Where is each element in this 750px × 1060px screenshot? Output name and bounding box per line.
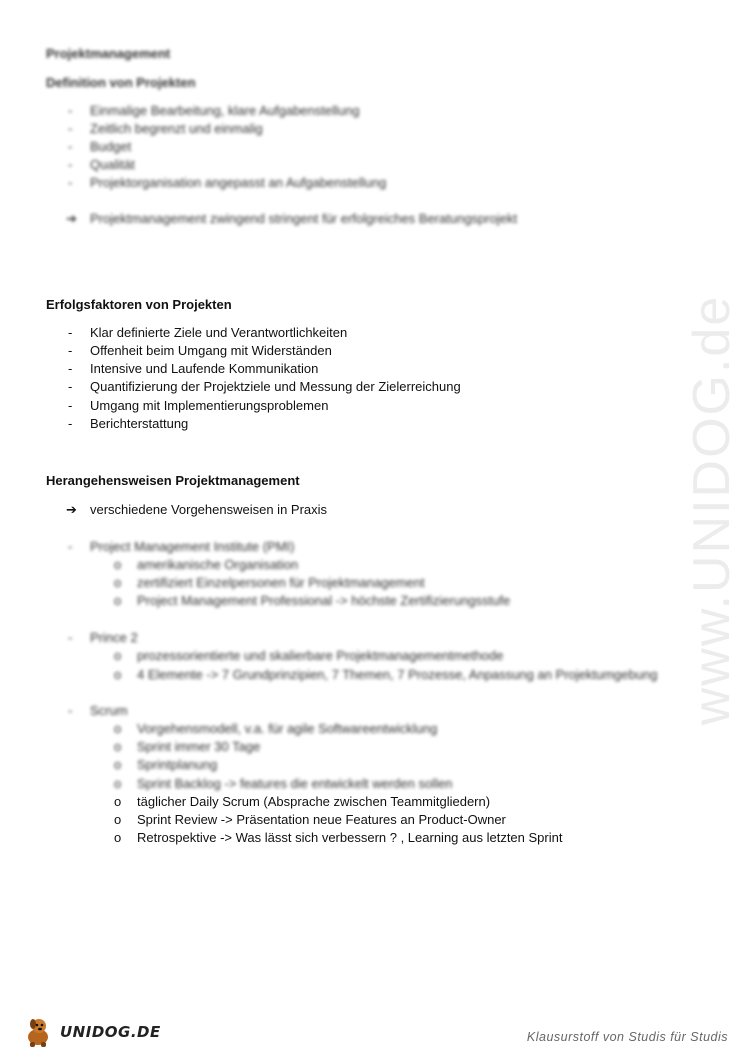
dash-bullet: - [68, 121, 73, 136]
circle-bullet: o [114, 757, 122, 772]
group-label: Prince 2 [90, 630, 138, 645]
sub-item: Sprint immer 30 Tage [137, 739, 261, 754]
circle-bullet: o [114, 830, 122, 845]
list-item: Intensive und Laufende Kommunikation [90, 361, 319, 376]
circle-bullet: o [114, 575, 122, 590]
unidog-logo [22, 1014, 161, 1050]
group-label: Project Management Institute (PMI) [90, 539, 295, 554]
list-item: Einmalige Bearbeitung, klare Aufgabenstellung [90, 103, 360, 118]
dash-bullet: - [68, 398, 73, 413]
dog-icon [22, 1015, 56, 1049]
circle-bullet: o [114, 776, 122, 791]
arrow-icon: ➔ [66, 502, 77, 517]
circle-bullet: o [114, 648, 122, 663]
dash-bullet: - [68, 416, 73, 431]
dash-bullet: - [68, 343, 73, 358]
list-item: Qualität [90, 157, 135, 172]
footer-tagline: Klausurstoff von Studis für Studis [526, 1030, 728, 1044]
dash-bullet: - [68, 630, 73, 645]
circle-bullet: o [114, 812, 122, 827]
list-item: Berichterstattung [90, 416, 189, 431]
watermark: www.UNIDOG.de [683, 294, 741, 726]
sub-item: amerikanische Organisation [137, 557, 299, 572]
list-item: Zeitlich begrenzt und einmalig [90, 121, 263, 136]
circle-bullet: o [114, 721, 122, 736]
dash-bullet: - [68, 361, 73, 376]
sub-item: Project Management Professional -> höchste Zertifizierungsstufe [137, 593, 511, 608]
circle-bullet: o [114, 667, 122, 682]
sub-item: täglicher Daily Scrum (Absprache zwischen Teammitgliedern) [137, 794, 491, 809]
sub-item: Vorgehensmodell, v.a. für agile Softwareentwicklung [137, 721, 438, 736]
dash-bullet: - [68, 539, 73, 554]
circle-bullet: o [114, 593, 122, 608]
dash-bullet: - [68, 703, 73, 718]
section-title: Erfolgsfaktoren von Projekten [46, 297, 232, 312]
circle-bullet: o [114, 739, 122, 754]
sub-item: 4 Elemente -> 7 Grundprinzipien, 7 Themen, 7 Prozesse, Anpassung an Projektumgebung [137, 667, 658, 682]
dash-bullet: - [68, 157, 73, 172]
arrow-item: Projektmanagement zwingend stringent für erfolgreiches Beratungsprojekt [90, 211, 518, 226]
circle-bullet: o [114, 794, 122, 809]
sub-item: Sprint Review -> Präsentation neue Features an Product-Owner [137, 812, 506, 827]
list-item: Offenheit beim Umgang mit Widerständen [90, 343, 332, 358]
list-item: Projektorganisation angepasst an Aufgabenstellung [90, 175, 387, 190]
list-item: Budget [90, 139, 132, 154]
circle-bullet: o [114, 557, 122, 572]
sub-item: Retrospektive -> Was lässt sich verbessern ? , Learning aus letzten Sprint [137, 830, 563, 845]
list-item: Klar definierte Ziele und Verantwortlichkeiten [90, 325, 348, 340]
arrow-icon: ➔ [66, 211, 77, 226]
dash-bullet: - [68, 379, 73, 394]
sub-item: prozessorientierte und skalierbare Projektmanagementmethode [137, 648, 504, 663]
section-title: Herangehensweisen Projektmanagement [46, 473, 300, 488]
list-item: Umgang mit Implementierungsproblemen [90, 398, 329, 413]
logo-text: UNIDOG.DE [60, 1023, 161, 1041]
sub-item: Sprintplanung [137, 757, 218, 772]
dash-bullet: - [68, 139, 73, 154]
list-item: Quantifizierung der Projektziele und Messung der Zielerreichung [90, 379, 461, 394]
group-label: Scrum [90, 703, 128, 718]
dash-bullet: - [68, 325, 73, 340]
dash-bullet: - [68, 175, 73, 190]
sub-item: Sprint Backlog -> features die entwickelt werden sollen [137, 776, 453, 791]
section-subtitle: Definition von Projekten [46, 75, 196, 90]
dash-bullet: - [68, 103, 73, 118]
sub-item: zertifiziert Einzelpersonen für Projektmanagement [137, 575, 425, 590]
section-title: Projektmanagement [46, 46, 171, 61]
arrow-item: verschiedene Vorgehensweisen in Praxis [90, 502, 328, 517]
